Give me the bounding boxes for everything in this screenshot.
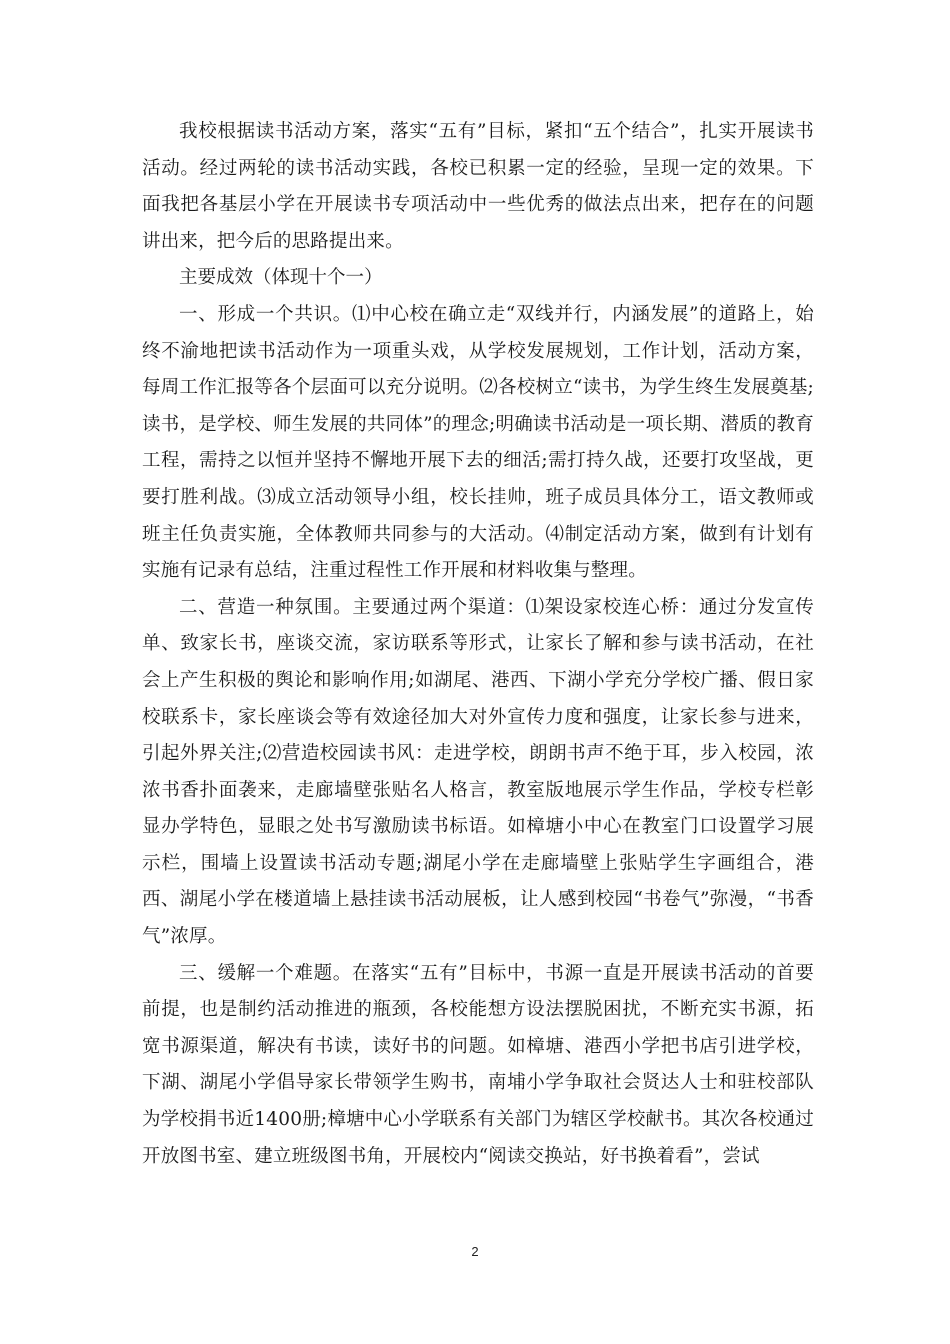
paragraph-consensus: 一、形成一个共识。⑴中心校在确立走“双线并行，内涵发展”的道路上，始终不渝地把读书活动作为一项重头戏，从学校发展规划，工作计划，活动方案，每周工作汇报等各个层面可以充分说明。⑵各校树立“读书，为学生终生发展奠基;读书，是学校、师生发展的共同体”的理念;明确读书活动是一项长期、潜质的教育工程，需持之以恒并坚持不懈地开展下去的细活;需打持久战，还要打攻坚战，更要打胜利战。⑶成立活动领导小组，校长挂帅，班子成员具体分工，语文教师或班主任负责实施，全体教师共同参与的大活动。⑷制定活动方案，做到有计划有实施有记录有总结，注重过程性工作开展和材料收集与整理。 — [142, 303, 814, 582]
section-heading: 主要成效（体现十个一） — [179, 267, 383, 289]
paragraph-difficulty: 三、缓解一个难题。在落实“五有”目标中，书源一直是开展读书活动的首要前提，也是制约活动推进的瓶颈，各校能想方设法摆脱困扰，不断充实书源，拓宽书源渠道，解决有书读，读好书的问题。如樟塘、港西小学把书店引进学校，下湖、湖尾小学倡导家长带领学生购书，南埔小学争取社会贤达人士和驻校部队为学校捐书近1400册;樟塘中心小学联系有关部门为辖区学校献书。其次各校通过开放图书室、建立班级图书角，开展校内“阅读交换站，好书换着看”，尝试 — [142, 962, 814, 1167]
intro-paragraph: 我校根据读书活动方案，落实“五有”目标，紧扣“五个结合”，扎实开展读书活动。经过两轮的读书活动实践，各校已积累一定的经验，呈现一定的效果。下面我把各基层小学在开展读书专项活动中一些优秀的做法点出来，把存在的问题讲出来，把今后的思路提出来。 — [142, 121, 814, 252]
page-number: 2 — [471, 1244, 479, 1259]
document-page — [142, 114, 814, 1175]
paragraph-atmosphere: 二、营造一种氛围。主要通过两个渠道：⑴架设家校连心桥：通过分发宣传单、致家长书，座谈交流，家访联系等形式，让家长了解和参与读书活动，在社会上产生积极的舆论和影响作用;如湖尾、港西、下湖小学充分学校广播、假日家校联系卡，家长座谈会等有效途径加大对外宣传力度和强度，让家长参与进来，引起外界关注;⑵营造校园读书风：走进学校，朗朗书声不绝于耳，步入校园，浓浓书香扑面袭来，走廊墙壁张贴名人格言，教室版地展示学生作品，学校专栏彰显办学特色，显眼之处书写激励读书标语。如樟塘小中心在教室门口设置学习展示栏，围墙上设置读书活动专题;湖尾小学在走廊墙壁上张贴学生字画组合，港西、湖尾小学在楼道墙上悬挂读书活动展板，让人感到校园“书卷气”弥漫，“书香气”浓厚。 — [142, 596, 814, 948]
